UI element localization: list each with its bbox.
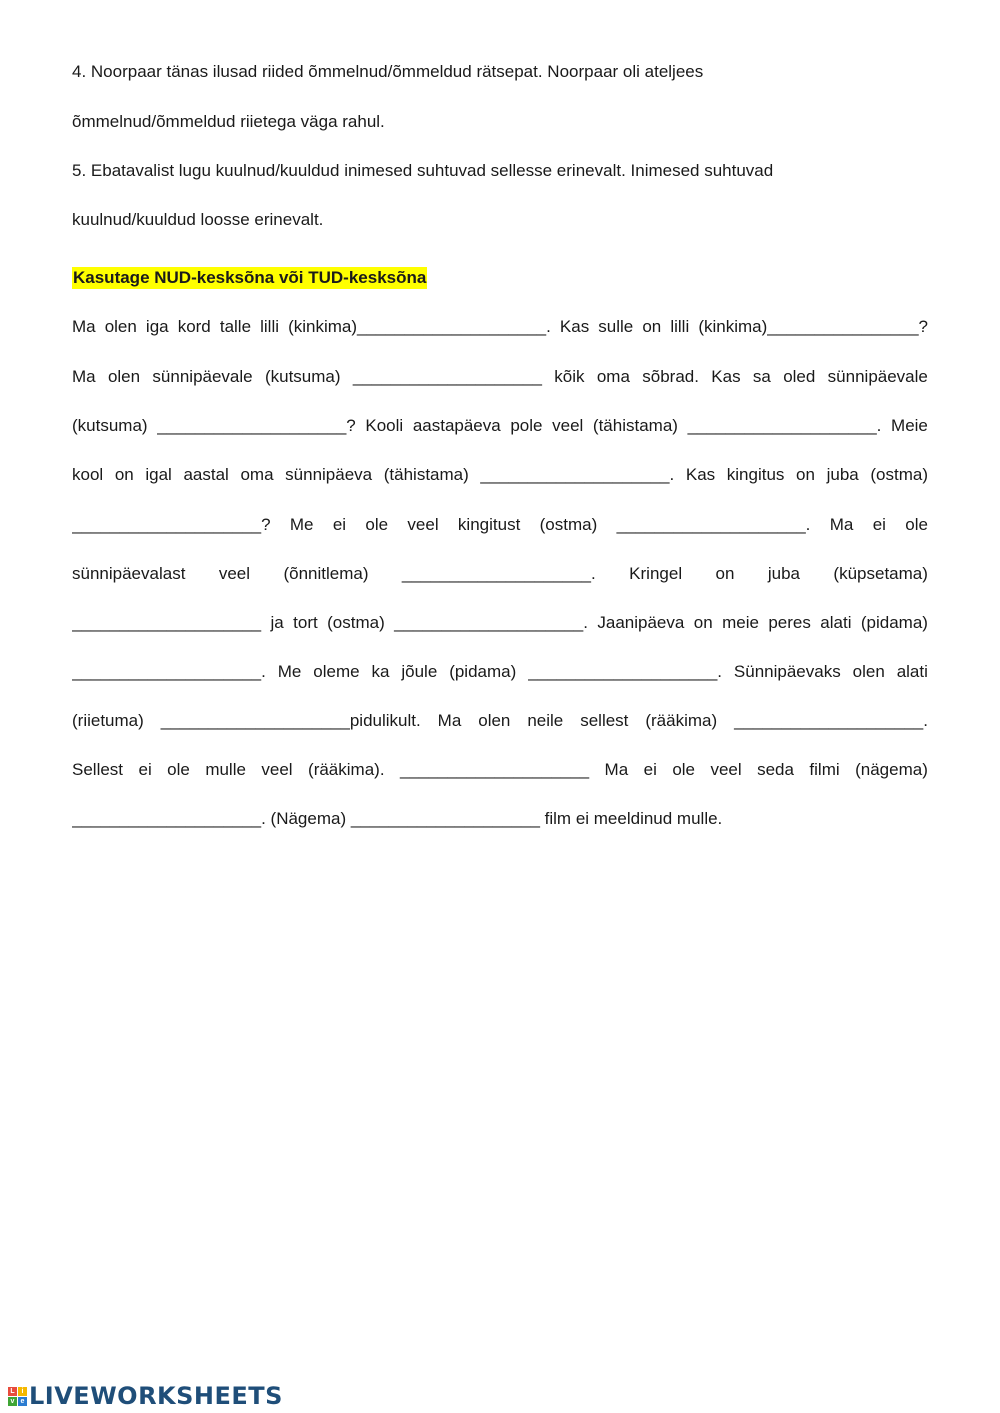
intro-line-3: 5. Ebatavalist lugu kuulnud/kuuldud inimesed suhtuvad sellesse erinevalt. Inimesed suhtuvad — [72, 161, 774, 180]
exercise-line-10: Sellest ei ole mulle veel (rääkima). ____________________ Ma ei ole veel seda filmi (nägema) — [72, 760, 928, 779]
exercise-line-3: (kutsuma) ____________________? Kooli aastapäeva pole veel (tähistama) ____________________. Meie — [72, 416, 928, 435]
exercise-line-2: Ma olen sünnipäevale (kutsuma) ____________________ kõik oma sõbrad. Kas sa oled sünnipäevale — [72, 367, 928, 386]
intro-line-2: õmmelnud/õmmeldud riietega väga rahul. — [72, 112, 385, 131]
exercise-line-1: Ma olen iga kord talle lilli (kinkima)____________________. Kas sulle on lilli (kinkima)________________? — [72, 317, 928, 336]
intro-line-4: kuulnud/kuuldud loosse erinevalt. — [72, 210, 324, 229]
logo-block: i — [18, 1387, 27, 1396]
intro-line-1: 4. Noorpaar tänas ilusad riided õmmelnud/õmmeldud rätsepat. Noorpaar oli ateljees — [72, 62, 704, 81]
exercise-line-7: ____________________ ja tort (ostma) ____________________. Jaanipäeva on meie peres alati (pidama) — [72, 613, 928, 632]
exercise-line-8: ____________________. Me oleme ka jõule (pidama) ____________________. Sünnipäevaks olen alati — [72, 662, 928, 681]
exercise-line-11: ____________________. (Nägema) ____________________ film ei meeldinud mulle. — [72, 809, 723, 828]
liveworksheets-logo — [8, 1382, 283, 1410]
logo-block: L — [8, 1387, 17, 1396]
exercise-line-6: sünnipäevalast veel (õnnitlema) ____________________. Kringel on juba (küpsetama) — [72, 564, 928, 583]
logo-block: e — [18, 1397, 27, 1406]
exercise-heading: Kasutage NUD-kesksõna või TUD-kesksõna — [73, 268, 427, 287]
logo-text: LIVEWORKSHEETS — [29, 1382, 283, 1410]
logo-block: v — [8, 1397, 17, 1406]
exercise-line-4: kool on igal aastal oma sünnipäeva (tähistama) ____________________. Kas kingitus on juba (ostma) — [72, 465, 928, 484]
exercise-line-9: (riietuma) ____________________pidulikult. Ma olen neile sellest (rääkima) ____________________. — [72, 711, 928, 730]
logo-blocks-icon — [8, 1387, 27, 1406]
exercise-line-5: ____________________? Me ei ole veel kingitust (ostma) ____________________. Ma ei ole — [72, 515, 928, 534]
